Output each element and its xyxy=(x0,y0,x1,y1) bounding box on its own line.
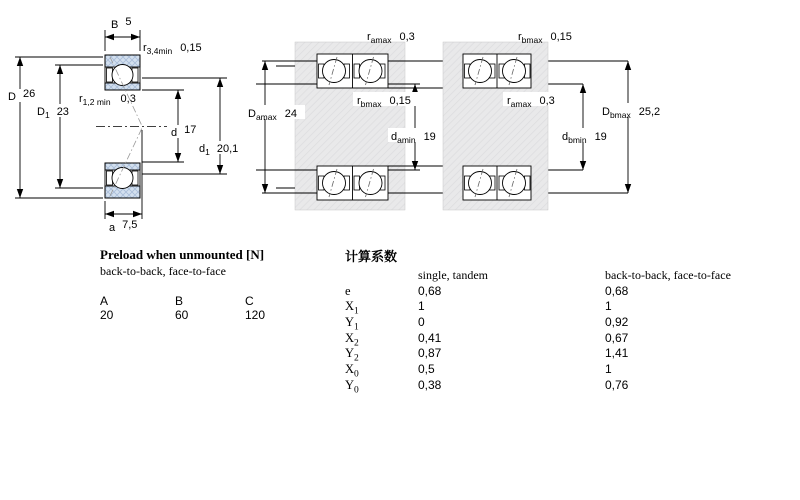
dim-label-D1: $D_1$ 23 xyxy=(37,106,69,120)
single-bearing-cross-section xyxy=(96,55,170,198)
ball xyxy=(503,172,526,195)
factor-label: $X_1$ xyxy=(345,299,359,317)
dim-label-damin: $d_{amin}$ 19 xyxy=(391,131,436,145)
preload-table-title: Preload when unmounted [N] xyxy=(100,247,265,262)
dim-label-d1: $d_1$ 20,1 xyxy=(199,143,239,157)
preload-table xyxy=(100,294,305,322)
factor-value: 0,87 xyxy=(418,346,442,361)
ball-bottom xyxy=(112,168,133,189)
factor-label: $X_0$ xyxy=(345,362,359,380)
factor-value: 0,76 xyxy=(605,377,629,392)
factor-value: 0,41 xyxy=(418,330,442,345)
preload-col-header: C xyxy=(245,294,254,308)
bearing-pair-top xyxy=(463,54,531,88)
factor-label: $Y_2$ xyxy=(345,346,359,364)
factor-label: $X_2$ xyxy=(345,330,359,349)
factor-label: $Y_0$ xyxy=(345,377,359,396)
dim-label-rbmax: $r_{bmax}$ 0,15 xyxy=(518,31,572,45)
ball xyxy=(469,60,492,83)
dim-label-rbmax: $r_{bmax}$ 0,15 xyxy=(357,95,411,109)
ball xyxy=(503,60,526,83)
ball xyxy=(359,172,382,195)
dim-label-r34: $r_{3,4min}$ 0,15 xyxy=(143,42,202,56)
paired-bearing-diagram-a xyxy=(245,31,628,210)
dim-label-a: a 7,5 xyxy=(109,219,138,234)
factor-value: 0,68 xyxy=(418,283,442,298)
bearing-technical-drawing xyxy=(0,0,800,245)
preload-table-subtitle: back-to-back, face-to-face xyxy=(100,264,226,278)
dim-label-ramax: $r_{amax}$ 0,3 xyxy=(507,95,555,109)
factors-table xyxy=(345,268,775,394)
factor-value: 0,38 xyxy=(418,377,442,392)
factor-value: 1 xyxy=(418,299,425,314)
factor-value: 1,41 xyxy=(605,346,629,361)
factor-value: 0,68 xyxy=(605,283,629,298)
bearing-pair-top xyxy=(317,54,388,88)
preload-col-header: A xyxy=(100,294,109,308)
factor-value: 0,67 xyxy=(605,330,629,345)
dim-label-Damax: $D_{amax}$ 24 xyxy=(248,108,297,122)
dim-label-B: B 5 xyxy=(111,16,132,31)
factor-label: $Y_1$ xyxy=(345,315,359,333)
factor-label: e xyxy=(345,283,351,298)
ball xyxy=(323,60,346,83)
factors-col2-header: back-to-back, face-to-face xyxy=(605,268,731,282)
dim-label-D: D 26 xyxy=(8,88,36,103)
ball xyxy=(359,60,382,83)
factors-col1-header: single, tandem xyxy=(418,268,488,282)
paired-bearing-diagram-b xyxy=(443,31,668,210)
bearing-pair-bottom xyxy=(317,166,388,200)
preload-col-header: B xyxy=(175,294,184,308)
bearing-pair-bottom xyxy=(463,166,531,200)
factor-value: 1 xyxy=(605,362,612,377)
factor-value: 0,92 xyxy=(605,315,629,330)
factor-value: 1 xyxy=(605,299,612,314)
ball xyxy=(323,172,346,195)
factor-value: 0 xyxy=(418,315,425,330)
dim-label-dbmin: $d_{bmin}$ 19 xyxy=(562,131,607,145)
factors-table-title: 计算系数 xyxy=(345,249,398,264)
ball xyxy=(469,172,492,195)
ball-top xyxy=(112,65,133,86)
dim-label-r12: $r_{1,2 min}$ 0,3 xyxy=(79,93,136,107)
factor-value: 0,5 xyxy=(418,362,435,377)
dim-label-Dbmax: $D_{bmax}$ 25,2 xyxy=(602,106,661,120)
dim-label-d: d 17 xyxy=(171,124,197,139)
single-bearing-labels xyxy=(8,16,238,234)
dim-label-ramax: $r_{amax}$ 0,3 xyxy=(367,31,415,45)
preload-value: 20 xyxy=(100,308,114,322)
preload-value: 120 xyxy=(245,308,266,322)
preload-value: 60 xyxy=(175,308,189,322)
